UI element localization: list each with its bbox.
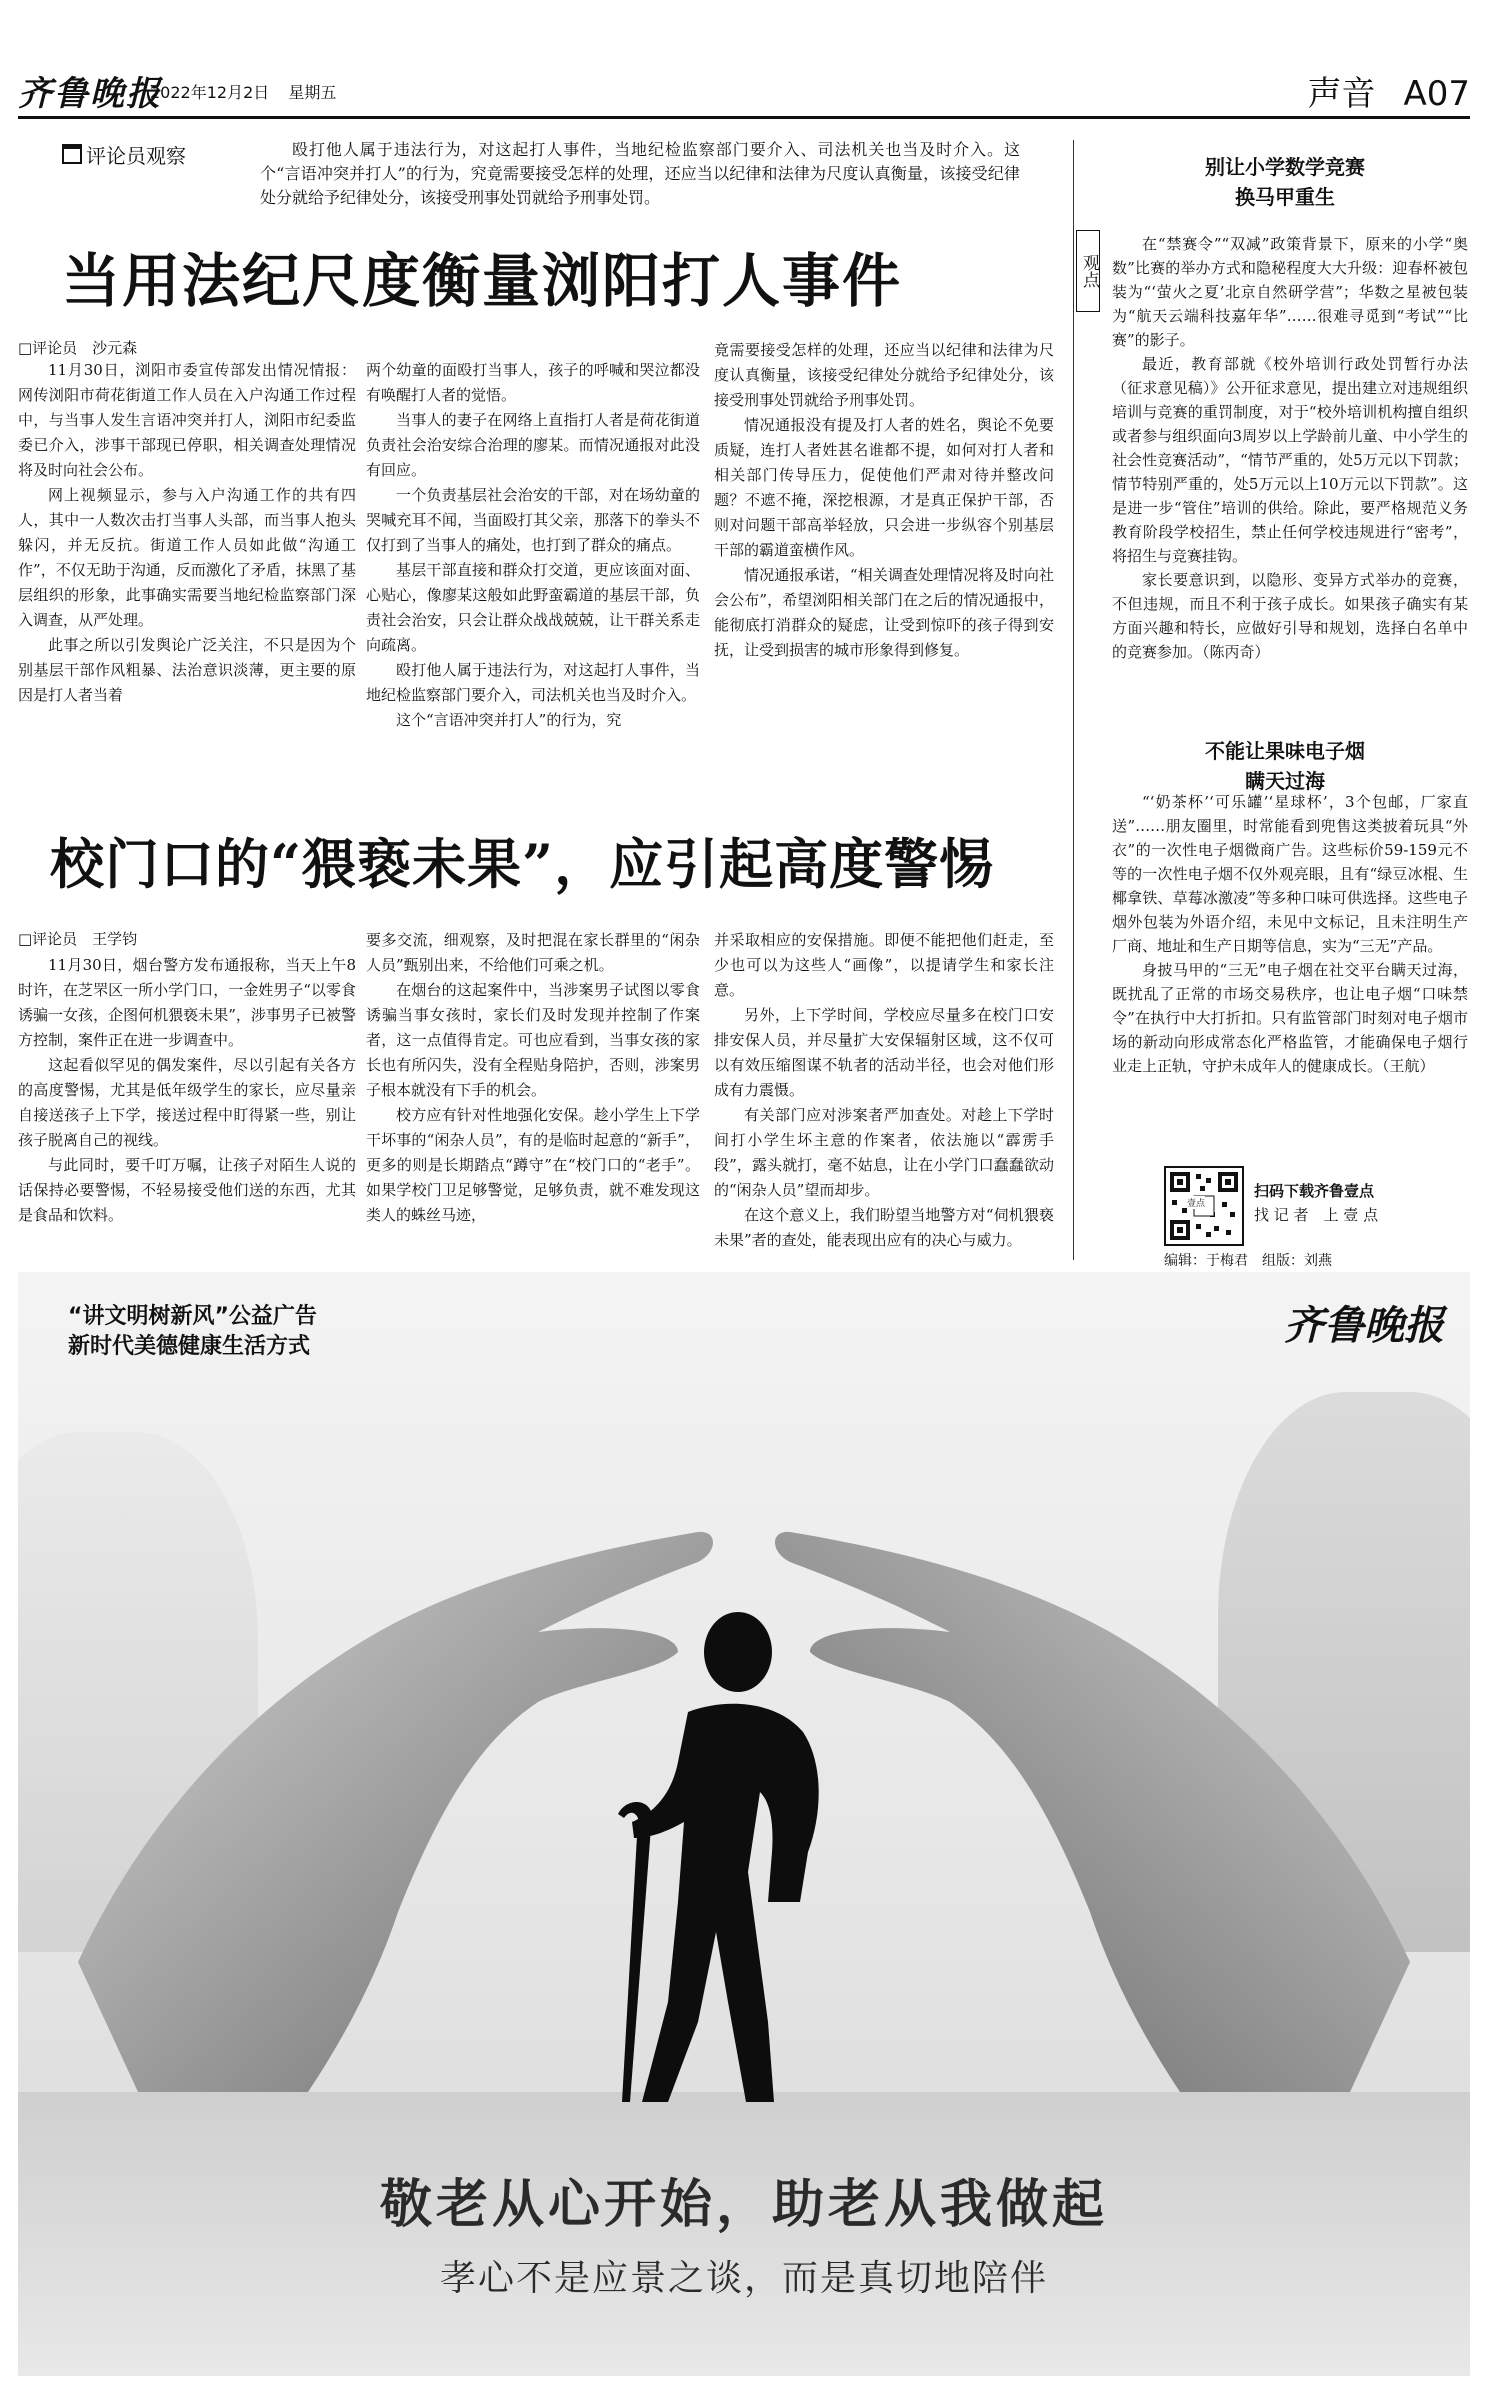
article1-headline: 当用法纪尺度衡量浏阳打人事件 — [62, 247, 903, 315]
paragraph: 一个负责基层社会治安的干部，对在场幼童的哭喊充耳不闻，当面殴打其父亲，那落下的拳头不仅打到了当事人的痛处，也打到了群众的痛点。 — [366, 486, 700, 554]
public-service-ad — [18, 1272, 1470, 2376]
column-divider — [1073, 140, 1074, 1260]
qr-caption: 扫码下载齐鲁壹点 — [1254, 1182, 1375, 1200]
paragraph: 与此同时，要千叮万嘱，让孩子对陌生人说的话保持必要警惕，不轻易接受他们送的东西，尤其是食品和饮料。 — [18, 1156, 356, 1224]
article1-col2 — [366, 358, 700, 733]
article1-byline: □评论员 沙元森 — [18, 339, 138, 357]
paragraph: 11月30日，浏阳市委宣传部发出情况情报：网传浏阳市荷花街道工作人员在入户沟通工作过程中，与当事人发生言语冲突并打人，浏阳市纪委监委已介入，涉事干部现已停职，相关调查处理情况将及时向社会公布。 — [18, 361, 356, 479]
sidebar-story1-body — [1112, 232, 1468, 664]
paragraph: 在这个意义上，我们盼望当地警方对“伺机猥亵未果”者的查处，能表现出应有的决心与威力。 — [714, 1206, 1054, 1249]
sidebar-story2-title: 不能让果味电子烟 瞒天过海 — [1205, 739, 1365, 793]
page-number: A07 — [1403, 74, 1470, 114]
paragraph: 校方应有针对性地强化安保。趁小学生上下学干坏事的“闲杂人员”，有的是临时起意的“新手”，更多的则是长期踏点“蹲守”在“校门口的“老手”。如果学校门卫足够警觉，足够负责，就不难发现这类人的蛛丝马迹， — [366, 1106, 700, 1224]
article2-col2 — [366, 928, 700, 1228]
editor-credits: 编辑：于梅君 组版：刘燕 — [1164, 1253, 1332, 1269]
qr-badge: 壹点 — [1187, 1196, 1205, 1209]
elderly-person-icon — [538, 1602, 898, 2122]
viewpoint-label: 观点 — [1076, 230, 1100, 312]
paragraph: 最近，教育部就《校外培训行政处罚暂行办法（征求意见稿）》公开征求意见，提出建立对违规组织培训与竞赛的重罚制度，对于“校外培训机构擅自组织或者参与组织面向3周岁以上学龄前儿童、中小学生的社会性竞赛活动”，“情节严重的，处5万元以下罚款；情节特别严重的，处5万元以上10万元以下罚款”。这是进一步“管住”培训的供给。除此，要严格规范义务教育阶段学校招生，禁止任何学校违规进行“密考”，将招生与竞赛挂钩。 — [1112, 355, 1468, 565]
ad-tag-secondary: 新时代美德健康生活方式 — [68, 1334, 311, 1359]
article2-col1 — [18, 953, 356, 1228]
issue-date — [150, 80, 336, 103]
paragraph: 基层干部直接和群众打交道，更应该面对面、心贴心，像廖某这般如此野蛮霸道的基层干部，负责社会治安，只会让群众战战兢兢，让干群关系走向疏离。 — [366, 561, 700, 654]
paragraph: 身披马甲的“三无”电子烟在社交平台瞒天过海，既扰乱了正常的市场交易秩序，也让电子烟“口味禁令”在执行中大打折扣。只有监管部门时刻对电子烟市场的新动向形成常态化严格监管，才能确保电子烟行业走上正轨，守护未成年人的健康成长。（王航） — [1112, 961, 1468, 1075]
paragraph: 在“禁赛令”“双减”政策背景下，原来的小学“奥数”比赛的举办方式和隐秘程度大大升级：迎春杯被包装为“‘萤火之夏’北京自然研学营”；华数之星被包装为“航天云端科技嘉年华”……很难寻觅到“考试”“比赛”的影子。 — [1112, 235, 1468, 349]
paragraph: 当事人的妻子在网络上直指打人者是荷花街道负责社会治安综合治理的廖某。而情况通报对此没有回应。 — [366, 411, 700, 479]
intro-label: 评论员观察 — [62, 140, 186, 169]
paragraph: 家长要意识到，以隐形、变异方式举办的竞赛，不但违规，而且不利于孩子成长。如果孩子确实有某方面兴趣和特长，应做好引导和规划，选择白名单中的竞赛参加。（陈丙奇） — [1112, 571, 1468, 661]
paragraph: 殴打他人属于违法行为，对这起打人事件，当地纪检监察部门要介入，司法机关也当及时介入。 — [366, 661, 700, 704]
masthead-rule — [18, 116, 1470, 119]
intro-text: 殴打他人属于违法行为，对这起打人事件，当地纪检监察部门要介入、司法机关也当及时介入。这个“言语冲突并打人”的行为，究竟需要接受怎样的处理，还应当以纪律和法律为尺度认真衡量，该接受纪律处分就给予纪律处分，该接受刑事处罚就给予刑事处罚。 — [260, 140, 1020, 207]
weekday-text: 星期五 — [288, 83, 337, 102]
section-name: 声音 — [1307, 74, 1376, 114]
paragraph: 两个幼童的面殴打当事人，孩子的呼喊和哭泣都没有唤醒打人者的觉悟。 — [366, 361, 700, 404]
paragraph: 这个“言语冲突并打人”的行为，究 — [396, 711, 622, 729]
paragraph: 有关部门应对涉案者严加查处。对趁上下学时间打小学生坏主意的作案者，依法施以“霹雳手段”，露头就打，毫不姑息，让在小学门口蠢蠢欲动的“闲杂人员”望而却步。 — [714, 1106, 1054, 1199]
paragraph: 网上视频显示，参与入户沟通工作的共有四人，其中一人数次击打当事人头部，而当事人抱头躲闪，并无反抗。街道工作人员如此做“沟通工作”，不仅无助于沟通，反而激化了矛盾，抹黑了基层组织的形象，此事确实需要当地纪检监察部门深入调查，从严处理。 — [18, 486, 356, 629]
paragraph: 这起看似罕见的偶发案件，尽以引起有关各方的高度警惕，尤其是低年级学生的家长，应尽量亲自接送孩子上下学，接送过程中盯得紧一些，别让孩子脱离自己的视线。 — [18, 1056, 356, 1149]
column-icon — [62, 144, 82, 164]
paragraph: 另外，上下学时间，学校应尽量多在校门口安排安保人员，并尽量扩大安保辐射区域，这不仅可以有效压缩图谋不轨者的活动半径，也会对他们形成有力震慑。 — [714, 1006, 1054, 1099]
paragraph: 11月30日，烟台警方发布通报称，当天上午8时许，在芝罘区一所小学门口，一金姓男子“以零食诱骗一女孩，企图何机猥亵未果”，涉事男子已被警方控制，案件正在进一步调查中。 — [18, 956, 356, 1049]
ad-slogan: 敬老从心开始，助老从我做起 — [379, 2174, 1108, 2235]
sidebar-story2-body — [1112, 790, 1468, 1078]
qr-subcaption: 找 记 者 上 壹 点 — [1254, 1206, 1379, 1224]
date-text: 2022年12月2日 — [150, 83, 270, 102]
ad-tagline — [68, 1302, 317, 1362]
paragraph: 情况通报承诺，“相关调查处理情况将及时向社会公布”，希望浏阳相关部门在之后的情况通报中，能彻底打消群众的疑虑，让受到惊吓的孩子得到安抚，让受到损害的城市形象得到修复。 — [714, 566, 1054, 659]
article2-col3 — [714, 928, 1054, 1253]
article1-col3 — [714, 338, 1054, 663]
paragraph: 情况通报没有提及打人者的姓名，舆论不免要质疑，连打人者姓甚名谁都不提，如何对打人者和相关部门传导压力，促使他们严肃对待并整改问题？不遮不掩，深挖根源，才是真正保护干部，否则对问题干部高举轻放，只会进一步纵容个别基层干部的霸道蛮横作风。 — [714, 416, 1054, 559]
paragraph: “‘奶茶杯’‘可乐罐’‘星球杯’，3个包邮，厂家直送”……朋友圈里，时常能看到兜售这类披着玩具“外衣”的一次性电子烟微商广告。这些标价59-159元不等的一次性电子烟不仅外观亮眼，且有“绿豆冰棍、生椰拿铁、草莓冰激凌”等多种口味可供选择。这些电子烟外包装为外语介绍，未见中文标记，且未注明生产厂商、地址和生产日期等信息，实为“三无”产品。 — [1112, 793, 1468, 955]
page-section — [1307, 66, 1470, 115]
ad-tag-primary: “讲文明树新风”公益广告 — [68, 1304, 317, 1329]
article2-headline: 校门口的“猥亵未果”，应引起高度警惕 — [50, 832, 995, 896]
paragraph: 在烟台的这起案件中，当涉案男子试图以零食诱骗当事女孩时，家长们及时发现并控制了作案者，这一点值得肯定。可也应看到，当事女孩的家长也有所闪失，没有全程贴身陪护，否则，涉案男子根本就没有下手的机会。 — [366, 981, 700, 1099]
paragraph: 此事之所以引发舆论广泛关注，不只是因为个别基层干部作风粗暴、法治意识淡薄，更主要的原因是打人者当着 — [18, 636, 356, 704]
paragraph: 要多交流，细观察，及时把混在家长群里的“闲杂人员”甄别出来，不给他们可乘之机。 — [366, 931, 700, 974]
paragraph: 并采取相应的安保措施。即便不能把他们赶走，至少也可以为这些人“画像”，以提请学生和家长注意。 — [714, 931, 1054, 999]
ad-subslogan: 孝心不是应景之谈，而是真切地陪伴 — [439, 2258, 1048, 2299]
paragraph: 竟需要接受怎样的处理，还应当以纪律和法律为尺度认真衡量，该接受纪律处分就给予纪律处分，该接受刑事处罚就给予刑事处罚。 — [714, 341, 1054, 409]
sidebar-story1-title: 别让小学数学竞赛 换马甲重生 — [1205, 155, 1365, 209]
article2-byline: □评论员 王学钧 — [18, 930, 138, 948]
article1-col1 — [18, 358, 356, 708]
ad-logo: 齐鲁晚报 — [1284, 1302, 1444, 1349]
newspaper-logo: 齐鲁晚报 — [18, 74, 162, 114]
